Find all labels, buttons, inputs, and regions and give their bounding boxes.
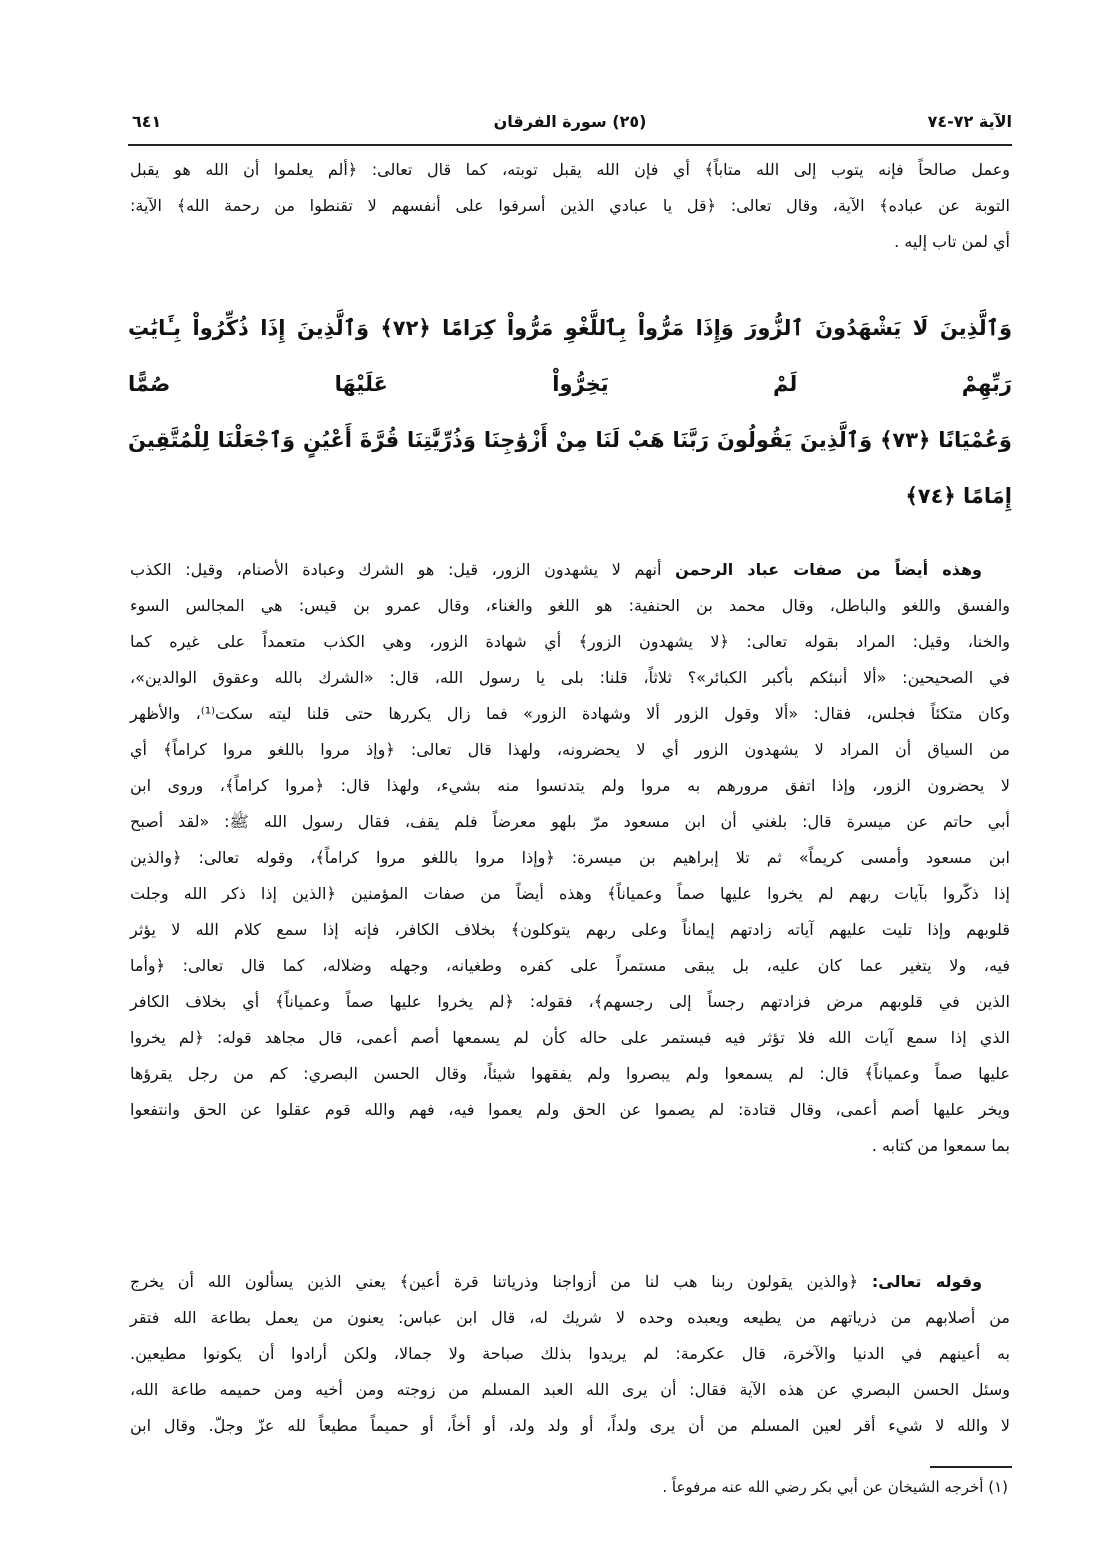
text-line: قلوبهم وإذا تليت عليهم آياته زادتهم إيماناً وعلى ربهم يتوكلون﴾ بخلاف الكافر، فإنه إذا سمع كلام الله لا يؤثر: [130, 920, 1010, 939]
header-rule: [128, 144, 1012, 146]
text-line: [130, 1264, 1010, 1300]
text-line: من أصلابهم من ذرياتهم من يطيعه ويعبده وحده لا شريك له، قال ابن عباس: يعنون من يعمل بطاعة الله فتقر: [130, 1308, 1010, 1327]
text-line: وسئل الحسن البصري عن هذه الآية فقال: أن يرى الله العبد المسلم من زوجته ومن أخيه ومن حميمه طاعة الله،: [130, 1380, 1010, 1399]
text-line: إذا ذكّروا بآيات ربهم لم يخروا عليها صماً وعمياناً﴾ وهذه أيضاً من صفات المؤمنين ﴿الذين إذا ذكر الله وجلت: [130, 884, 1010, 903]
text-line: والفسق واللغو والباطل، وقال محمد بن الحنفية: هو اللغو والغناء، وقال عمرو بن قيس: هي المجالس السوء: [130, 596, 1010, 615]
text-line: به أعينهم في الدنيا والآخرة، قال عكرمة: لم يريدوا بذلك صباحة ولا جمالا، ولكن أرادوا أن يكونوا مطيعين.: [130, 1344, 1010, 1363]
book-page: [128, 0, 1012, 1496]
commentary-paragraph-1: [128, 552, 1012, 1164]
text-line: الذين في قلوبهم مرض فزادتهم رجساً إلى رجسهم﴾، فقوله: ﴿لم يخروا عليها صماً وعمياناً﴾ أي بخلاف الكافر: [130, 992, 1010, 1011]
text-segment: ﴿والذين يقولون ربنا هب لنا من أزواجنا وذرياتنا قرة أعين﴾ يعني الذين يسألون الله أن يخرج: [130, 1272, 859, 1291]
text-line: لا يحضرون الزور، وإذا اتفق مرورهم به مروا ولم يتدنسوا منه بشيء، ولهذا قال: ﴿مروا كراماً﴾، وروى ابن: [130, 776, 1010, 795]
bold-lead: وهذه أيضاً من صفات عباد الرحمن: [675, 560, 982, 579]
commentary-paragraph-2: [128, 1264, 1012, 1444]
text-line: في الصحيحين: «ألا أنبئكم بأكبر الكبائر»؟ ثلاثاً، قلنا: بلى يا رسول الله، قال: «الشرك بالله وعقوق الوالدين»،: [130, 668, 1010, 687]
text-line: والخنا، وقيل: المراد بقوله تعالى: ﴿لا يشهدون الزور﴾ أي شهادة الزور، وهي الكذب متعمداً على غيره كما: [130, 632, 1010, 651]
page-number: ٦٤١: [132, 112, 162, 131]
surah-title: (٢٥) سورة الفرقان: [493, 112, 647, 131]
text-line: عليها صماً وعمياناً﴾ قال: لم يسمعوا ولم يبصروا ولم يفقهوا شيئاً، وقال الحسن البصري: كم من رجل يقرؤها: [130, 1064, 1010, 1083]
text-line: ابن مسعود وأمسى كريماً» ثم تلا إبراهيم بن ميسرة: ﴿وإذا مروا باللغو مروا كراماً﴾، وقوله تعالى: ﴿والذين: [130, 848, 1010, 867]
verse-line: وَعُمْيَانًا ﴿٧٣﴾ وَٱلَّذِينَ يَقُولُونَ رَبَّنَا هَبْ لَنَا مِنْ أَزْوَٰجِنَا وَذُرِّيَّٰتِنَا قُرَّةَ أَعْيُنٍ وَٱجْعَلْنَا لِلْمُتَّقِينَ إِمَامًا ﴿٧٤﴾: [128, 428, 1012, 508]
text-line: ويخر عليها أصم أعمى، وقال قتادة: لم يصموا عن الحق ولم يعموا فيه، فهم والله قوم عقلوا عن الحق وانتفعوا: [130, 1100, 1010, 1119]
text-line: التوبة عن عباده﴾ الآية، وقال تعالى: ﴿قل يا عبادي الذين أسرفوا على أنفسهم لا تقنطوا من رحمة الله﴾ الآية:: [130, 196, 1010, 215]
text-line: وكان متكئاً فجلس، فقال: «ألا وقول الزور ألا وشهادة الزور» فما زال يكررها حتى قلنا ليته سكت⁽¹⁾، والأظهر: [130, 704, 1010, 723]
footnote-rule: [930, 1466, 1012, 1468]
verse-line: وَٱلَّذِينَ لَا يَشْهَدُونَ ٱلزُّورَ وَإِذَا مَرُّواْ بِٱللَّغْوِ مَرُّواْ كِرَامًا ﴿٧٢﴾ وَٱلَّذِينَ إِذَا ذُكِّرُواْ بِـَٔايَٰتِ رَبِّهِمْ لَمْ يَخِرُّواْ عَلَيْهَا صُمًّا: [128, 316, 1012, 396]
running-header: [128, 112, 1012, 138]
text-line: أي لمن تاب إليه .: [894, 232, 1010, 251]
quran-verses: [128, 300, 1012, 524]
footnote: (١) أخرجه الشيخان عن أبي بكر رضي الله عنه مرفوعاً .: [662, 1477, 1008, 1496]
text-segment: أنهم لا يشهدون الزور، قيل: هو الشرك وعبادة الأصنام، وقيل: الكذب: [130, 560, 662, 579]
text-line: بما سمعوا من كتابه .: [871, 1136, 1010, 1155]
intro-paragraph: [128, 152, 1012, 260]
text-line: وعمل صالحاً فإنه يتوب إلى الله متاباً﴾ أي فإن الله يقبل توبته، كما قال تعالى: ﴿ألم يعلموا أن الله هو يقبل: [130, 160, 1010, 179]
text-line: [130, 552, 1010, 588]
text-line: الذي إذا سمع آيات الله فلا تؤثر فيه فيستمر على حاله كأن لم يسمعها أصم أعمى، قال مجاهد قوله: ﴿لم يخروا: [130, 1028, 1010, 1047]
verse-range: الآية ٧٢-٧٤: [927, 112, 1012, 131]
text-line: فيه، ولا يتغير عما كان عليه، بل يبقى مستمراً على كفره وطغيانه، وجهله وضلاله، كما قال تعالى: ﴿وأما: [130, 956, 1010, 975]
bold-lead: وقوله تعالى:: [871, 1272, 983, 1291]
text-line: لا والله لا شيء أقر لعين المسلم من أن يرى ولداً، أو ولد ولد، أو أخاً، أو حميماً مطيعاً لله عزّ وجلّ. وقال ابن: [130, 1416, 1010, 1435]
text-line: أبي حاتم عن ميسرة قال: بلغني أن ابن مسعود مرّ بلهو معرضاً فلم يقف، فقال رسول الله ﷺ: «لقد أصبح: [130, 812, 1010, 831]
text-line: من السياق أن المراد لا يشهدون الزور أي لا يحضرونه، ولهذا قال تعالى: ﴿وإذ مروا باللغو مروا كراماً﴾ أي: [130, 740, 1010, 759]
